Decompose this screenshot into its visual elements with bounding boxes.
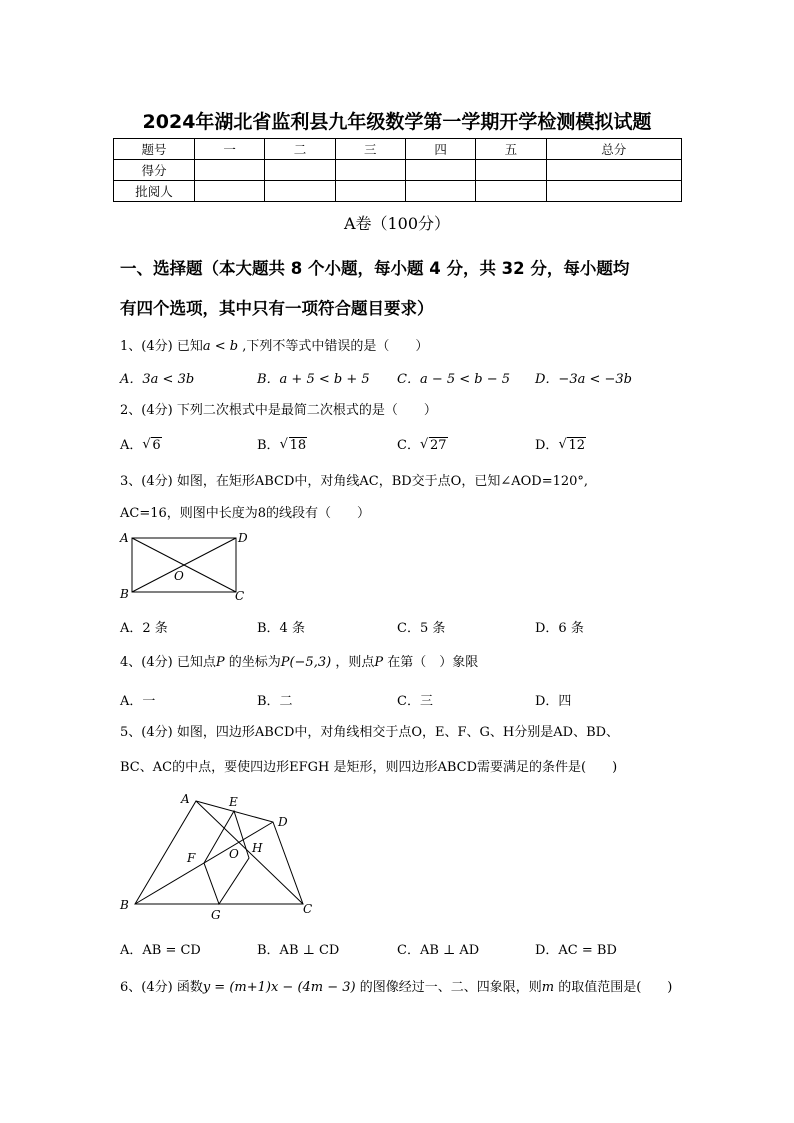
score-header-cell: 五 [476, 139, 546, 160]
score-cell [405, 181, 475, 202]
score-cell [405, 160, 475, 181]
score-cell [195, 181, 265, 202]
q1-stem-post: ,下列不等式中错误的是（ ） [238, 339, 429, 354]
score-cell [546, 160, 681, 181]
label-a: A [120, 531, 129, 545]
sqrt-symbol [142, 438, 161, 453]
q2-radicand: 12 [568, 438, 585, 453]
q6-formula: y = (m+1)x − (4m − 3) [202, 980, 356, 995]
score-cell [546, 181, 681, 202]
q2-option-letter: C． [397, 438, 420, 453]
q4-stem-pre: 4、(4分) 已知点 [120, 655, 216, 670]
label-h: H [252, 841, 263, 855]
q3-option-c[interactable]: C．5 条 [397, 621, 446, 636]
q4-option-a[interactable]: A．一 [120, 694, 156, 709]
score-header-cell: 一 [195, 139, 265, 160]
q1-option-c[interactable]: C．a − 5 < b − 5 [397, 372, 511, 387]
q2-option-letter: A． [120, 438, 143, 453]
score-header-cell: 题号 [114, 139, 195, 160]
score-header-cell: 三 [335, 139, 405, 160]
question-5-stem-line1: 5、(4分) 如图，四边形ABCD中，对角线相交于点O，E、F、G、H分别是AD、BD、 [120, 725, 620, 740]
score-row-label: 得分 [114, 160, 195, 181]
score-cell [335, 181, 405, 202]
score-header-cell: 二 [265, 139, 335, 160]
q1-option-a[interactable]: A．3a < 3b [120, 372, 195, 387]
label-f: F [187, 851, 196, 865]
q4-stem-mid: 的坐标为 [224, 655, 281, 670]
question-3-stem-line2: AC=16，则图中长度为8的线段有（ ） [120, 506, 371, 521]
page-title: 2024年湖北省监利县九年级数学第一学期开学检测模拟试题 [142, 111, 652, 133]
q2-option-c[interactable] [397, 434, 448, 453]
question-1-stem [120, 335, 428, 354]
label-o: O [174, 569, 184, 583]
q2-radicand: 18 [289, 438, 307, 453]
label-c: C [235, 589, 245, 602]
label-d: D [238, 531, 248, 545]
q4-option-c[interactable]: C．三 [397, 694, 433, 709]
q3-option-d[interactable]: D．6 条 [535, 621, 584, 636]
question-4-stem [120, 651, 478, 670]
score-table-row [114, 181, 682, 202]
label-a: A [181, 792, 190, 806]
q5-option-b[interactable]: B．AB ⊥ CD [257, 943, 340, 958]
label-o: O [229, 847, 239, 861]
q4-point-p: P [215, 655, 225, 670]
sqrt-symbol [280, 438, 308, 453]
section-1-heading-line1: 一、选择题（本大题共 8 个小题，每小题 4 分，共 32 分，每小题均 [120, 259, 630, 278]
score-cell [335, 160, 405, 181]
section-a-heading: A卷（100分） [343, 214, 451, 233]
q2-option-letter: D． [535, 438, 559, 453]
q2-radicand: 6 [152, 438, 161, 453]
label-b: B [120, 587, 129, 601]
q4-stem-mid2: ，则点 [331, 655, 375, 670]
score-cell [265, 181, 335, 202]
q4-coordinate: P(−5,3) [280, 655, 332, 670]
score-cell [265, 160, 335, 181]
q6-stem-mid: 的图像经过一、二、四象限，则 [355, 980, 542, 995]
q3-option-b[interactable]: B．4 条 [257, 621, 305, 636]
q3-option-a[interactable]: A．2 条 [120, 621, 168, 636]
q4-option-b[interactable]: B．二 [257, 694, 293, 709]
sqrt-symbol [558, 438, 586, 453]
q2-option-letter: B． [257, 438, 280, 453]
question-5-stem-line2: BC、AC的中点，要使四边形EFGH 是矩形，则四边形ABCD需要满足的条件是( ) [120, 760, 618, 775]
section-1-heading-line2: 有四个选项，其中只有一项符合题目要求） [120, 299, 434, 318]
score-row-label: 批阅人 [114, 181, 195, 202]
q4-stem-post: 在第（ ）象限 [383, 655, 479, 670]
quad-efgh [204, 811, 249, 904]
quadrilateral-figure [115, 788, 320, 923]
q5-option-c[interactable]: C．AB ⊥ AD [397, 943, 480, 958]
q4-option-d[interactable]: D．四 [535, 694, 572, 709]
score-cell [476, 160, 546, 181]
q2-option-a[interactable] [120, 434, 162, 453]
score-table-row [114, 160, 682, 181]
q2-option-b[interactable] [257, 434, 307, 453]
score-table-header-row [114, 139, 682, 160]
label-c: C [303, 902, 313, 916]
q2-option-d[interactable] [535, 434, 586, 453]
score-header-cell: 总分 [546, 139, 681, 160]
question-6-stem [120, 976, 672, 995]
q1-stem-math: a < b [202, 339, 239, 354]
q6-stem-post: 的取值范围是( ) [554, 980, 673, 995]
q6-stem-pre: 6、(4分) 函数 [120, 980, 203, 995]
q6-variable-m: m [541, 980, 555, 995]
q1-option-d[interactable]: D．−3a < −3b [535, 372, 632, 387]
label-d: D [278, 815, 288, 829]
q5-option-a[interactable]: A．AB = CD [120, 943, 201, 958]
q2-radicand: 27 [429, 438, 447, 453]
label-g: G [211, 908, 221, 922]
q1-stem-pre: 1、(4分) 已知 [120, 339, 203, 354]
sqrt-symbol [420, 438, 448, 453]
question-2-stem: 2、(4分) 下列二次根式中是最简二次根式的是（ ） [120, 403, 437, 418]
question-3-stem-line1: 3、(4分) 如图，在矩形ABCD中，对角线AC，BD交于点O，已知∠AOD=120°, [120, 474, 589, 489]
score-cell [195, 160, 265, 181]
q4-point-p2: P [374, 655, 384, 670]
score-cell [476, 181, 546, 202]
rectangle-figure [118, 530, 258, 602]
score-header-cell: 四 [405, 139, 475, 160]
q5-option-d[interactable]: D．AC = BD [535, 943, 617, 958]
label-e: E [229, 795, 238, 809]
score-table [113, 138, 682, 202]
q1-option-b[interactable]: B．a + 5 < b + 5 [257, 372, 370, 387]
label-b: B [120, 898, 129, 912]
